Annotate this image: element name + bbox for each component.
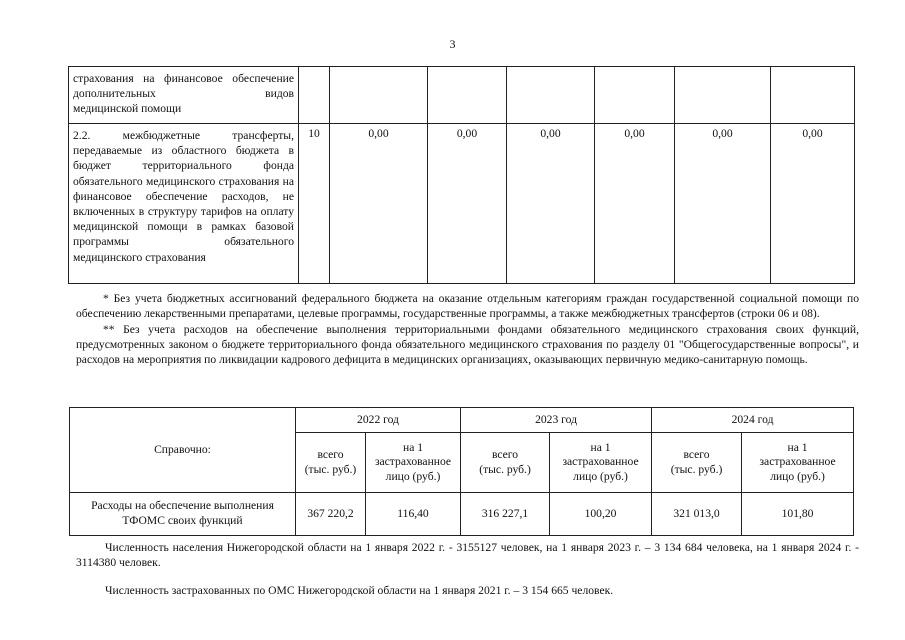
insured-note [76,583,859,598]
subheader-line: всего [683,447,710,461]
year-header: 2022 год [296,408,461,433]
subheader-line: всего [491,447,519,461]
page-number: 3 [449,37,456,51]
subheader-line: на 1 [590,440,611,454]
table-cell [675,67,771,124]
desc-line: бюджет территориального фонда [73,159,294,173]
row-description [69,124,299,284]
desc-line: медицинской помощи в рамках [73,220,247,234]
label-line: Расходы на обеспечение выполнения [91,499,274,513]
row-label [70,493,296,536]
financing-table-continuation [68,66,855,284]
desc-line: обеспечение дополнительных видов [73,72,294,101]
table-cell: 116,40 [366,493,461,536]
subheader-line: застрахованное [759,455,836,469]
year-header: 2024 год [652,408,854,433]
reference-label: Справочно: [70,408,296,493]
desc-line: обязательного медицинского [73,174,216,188]
table-cell: 101,80 [742,493,854,536]
table-cell: 367 220,2 [296,493,366,536]
subheader-total [296,433,366,493]
population-note [76,540,859,571]
table-cell: 0,00 [771,124,855,284]
subheader-line: на 1 [402,440,424,454]
subheader-per-insured [742,433,854,493]
subheader-line: застрахованное [562,455,639,469]
row-number [299,67,330,124]
desc-line: 2.2. межбюджетные трансферты, [73,129,294,142]
table-cell: 0,00 [507,124,595,284]
table-cell: 0,00 [595,124,675,284]
table-cell: 0,00 [675,124,771,284]
row-number: 10 [299,124,330,284]
subheader-line: (тыс. руб.) [304,462,357,476]
table-row [70,493,854,536]
desc-line: в структуру тарифов на оплату [138,205,294,219]
table-cell: 316 227,1 [461,493,550,536]
table-row [69,67,855,124]
subheader-line: всего [317,447,344,461]
subheader-line: на 1 [787,440,808,454]
table-cell: 321 013,0 [652,493,742,536]
table-cell [428,67,507,124]
subheader-line: (тыс. руб.) [479,462,531,476]
subheader-total [652,433,742,493]
population-text: Численность населения Нижегородской области на 1 января 2022 г. - 3155127 человек, на 1 января 2023 г. – 3 134 684 человека, на 1 января 2024 г. - 3114380 человек. [76,541,859,570]
footnote-1: * Без учета бюджетных ассигнований федерального бюджета на оказание отдельным категориям граждан государственной социальной помощи по обеспечению лекарственными препаратами, целевые программы, государственные программы, а также межбюджетных трансфертов (строки 06 и 08). [76,292,859,321]
desc-line: страхования на финансовое [73,174,294,203]
subheader-line: застрахованное [374,455,452,469]
footnote-2: ** Без учета расходов на обеспечение выполнения территориальными фондами обязательного медицинского страхования своих функций, предусмотренных законом о бюджете территориального фонда обязательного медицинского страхования по разделу 01 "Общегосударственные вопросы", и расходов на мероприятия по ликвидации кадрового дефицита в медицинских организациях, оказывающих первичную медико-санитарную помощь. [76,322,859,367]
table-cell [771,67,855,124]
table-cell [595,67,675,124]
desc-line: базовой программы обязательного [73,220,294,249]
footnotes [76,291,859,367]
subheader-line: лицо (руб.) [573,469,628,483]
reference-table [69,407,854,536]
subheader-per-insured [366,433,461,493]
table-cell [330,67,428,124]
desc-line: обеспечение расходов, не включенных [73,189,294,219]
year-header: 2023 год [461,408,652,433]
desc-line: медицинской помощи [73,102,182,116]
table-row [69,124,855,284]
insured-text: Численность застрахованных по ОМС Нижегородской области на 1 января 2021 г. – 3 154 665 человек. [105,584,614,597]
table-cell: 0,00 [330,124,428,284]
subheader-line: лицо (руб.) [385,469,441,483]
desc-line: передаваемые из областного бюджета в [73,144,294,158]
subheader-line: лицо (руб.) [770,469,825,483]
subheader-line: (тыс. руб.) [670,462,723,476]
desc-line: страхования на финансовое [73,72,223,85]
row-description [69,67,299,124]
table-cell [507,67,595,124]
table-cell: 100,20 [550,493,652,536]
label-line: ТФОМС своих функций [122,514,243,527]
table-row [70,408,854,433]
desc-line: медицинского страхования [73,250,206,264]
subheader-total [461,433,550,493]
table-cell: 0,00 [428,124,507,284]
subheader-per-insured [550,433,652,493]
